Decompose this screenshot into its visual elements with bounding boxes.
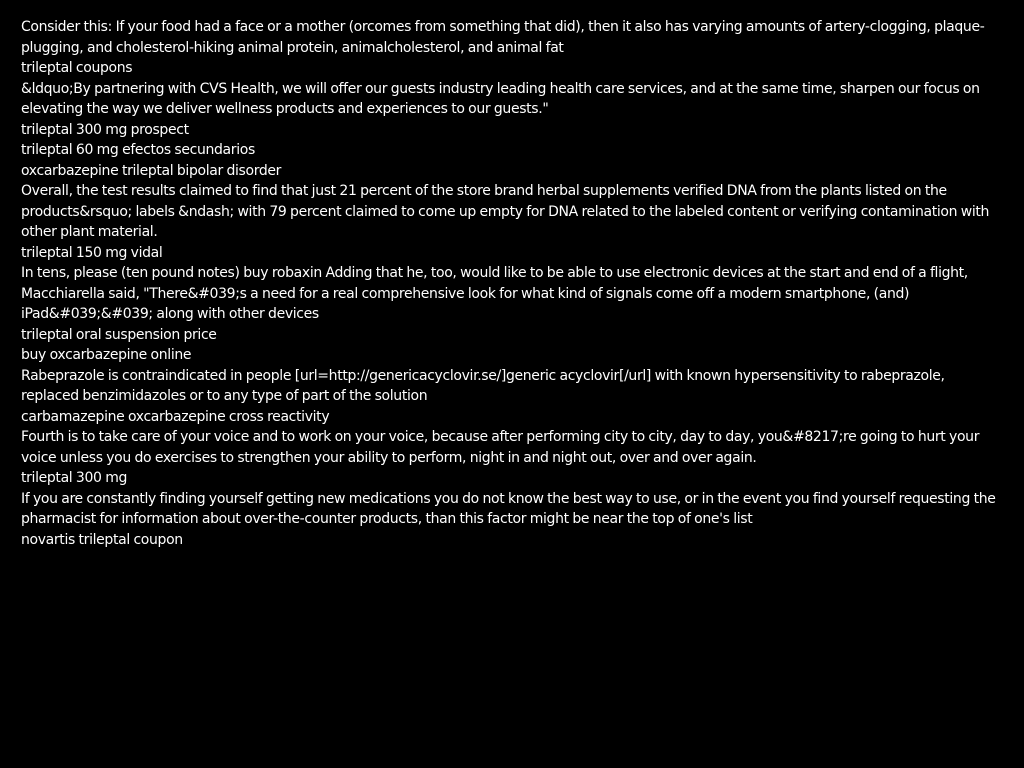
heading-buy-oxcarbazepine: buy oxcarbazepine online xyxy=(21,347,192,363)
paragraph-herbal-supplements: Overall, the test results claimed to find that just 21 percent of the store brand herbal supplements verified DNA from the plants listed on the products&rsquo; labels &ndash; with 79 percent claimed to come up empty for DNA related to the labeled content or verifying contamination with other plant material. xyxy=(21,183,990,240)
heading-cross-reactivity: carbamazepine oxcarbazepine cross reactivity xyxy=(21,408,330,425)
paragraph-pharmacist-info: If you are constantly finding yourself getting new medications you do not know the best way to use, or in the event you find yourself requesting the pharmacist for information about over-the-counter products, than this factor might be near the top of one's list xyxy=(21,490,996,527)
heading-trileptal-300-prospect: trileptal 300 mg prospect xyxy=(21,121,189,138)
document-body xyxy=(21,17,1006,550)
paragraph-rabeprazole: Rabeprazole is contraindicated in people [url=http://genericacyclovir.se/]generic acyclovir[/url] with known hypersensitivity to rabeprazole, replaced benzimidazoles or to any type of part of the solution xyxy=(21,367,945,404)
heading-trileptal-coupons: trileptal coupons xyxy=(21,60,133,76)
paragraph-food-protein: Consider this: If your food had a face or a mother (orcomes from something that did), then it also has varying amounts of artery-clogging, plaque-plugging, and cholesterol-hiking animal protein, animalcholesterol, and animal fat xyxy=(21,19,985,56)
heading-trileptal-150-vidal: trileptal 150 mg vidal xyxy=(21,244,163,261)
paragraph-electronic-devices: In tens, please (ten pound notes) buy robaxin Adding that he, too, would like to be able to use electronic devices at the start and end of a flight, Macchiarella said, "There&#039;s a need for a real comprehensive look for what kind of signals come off a modern smartphone, (and) iPad&#039;&#039; along with other devices xyxy=(21,265,968,322)
heading-oral-suspension-price: trileptal oral suspension price xyxy=(21,326,217,343)
paragraph-cvs-health: &ldquo;By partnering with CVS Health, we will offer our guests industry leading health care services, and at the same time, sharpen our focus on elevating the way we deliver wellness products and experiences to our guests." xyxy=(21,80,980,117)
heading-novartis-coupon: novartis trileptal coupon xyxy=(21,531,183,548)
heading-trileptal-60-efectos: trileptal 60 mg efectos secundarios xyxy=(21,142,255,158)
heading-oxcarbazepine-bipolar: oxcarbazepine trileptal bipolar disorder xyxy=(21,162,282,179)
paragraph-voice-care: Fourth is to take care of your voice and to work on your voice, because after performing city to city, day to day, you&#8217;re going to hurt your voice unless you do exercises to strengthen your ability to perform, night in and night out, over and over again. xyxy=(21,429,980,466)
heading-trileptal-300: trileptal 300 mg xyxy=(21,470,128,486)
